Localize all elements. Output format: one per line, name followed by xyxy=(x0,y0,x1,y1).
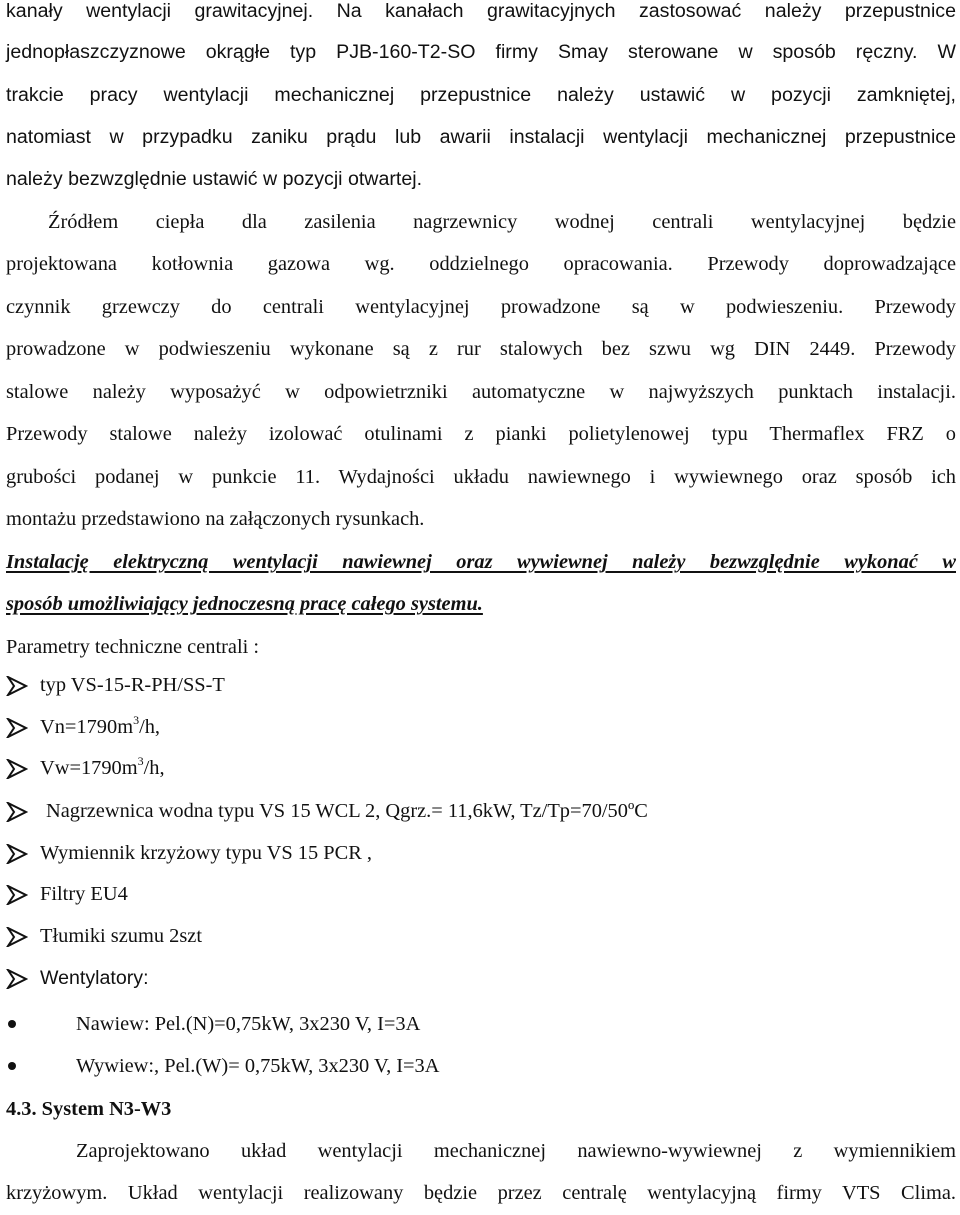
paragraph-line: montażu przedstawiono na załączonych rysunkach. xyxy=(6,508,425,530)
vn-unit: /h, xyxy=(139,716,161,738)
paragraph-line: należy bezwzględnie ustawić w pozycji otwartej. xyxy=(6,168,423,190)
paragraph-line: jednopłaszczyznowe okrągłe typ PJB-160-T2-SO firmy Smay sterowane w sposób ręczny. W xyxy=(6,41,956,63)
round-bullet-icon xyxy=(8,1062,16,1070)
list-item-text: typ VS-15-R-PH/SS-T xyxy=(40,674,225,696)
superscript: 3 xyxy=(137,754,144,768)
arrowhead-bullet-icon xyxy=(6,927,28,947)
vn-value: Vn=1790m xyxy=(40,716,134,738)
electrical-note-line: Instalację elektryczną wentylacji nawiewnej oraz wywiewnej należy bezwzględnie wykonać w xyxy=(6,551,956,573)
vw-unit: /h, xyxy=(143,757,165,779)
electrical-note-line: sposób umożliwiający jednoczesną pracę całego systemu. xyxy=(6,593,483,615)
vw-value: Vw=1790m xyxy=(40,757,138,779)
paragraph-line: czynnik grzewczy do centrali wentylacyjnej prowadzone są w podwieszeniu. Przewody xyxy=(6,296,956,318)
paragraph-line: kanały wentylacji grawitacyjnej. Na kanałach grawitacyjnych zastosować należy przepustnice xyxy=(6,0,956,22)
paragraph-line: grubości podanej w punkcie 11. Wydajności układu nawiewnego i wywiewnego oraz sposób ich xyxy=(6,466,956,488)
section-paragraph-line: Zaprojektowano układ wentylacji mechanicznej nawiewno-wywiewnej z wymiennikiem xyxy=(76,1140,956,1162)
arrowhead-bullet-icon xyxy=(6,802,28,822)
paragraph-line: stalowe należy wyposażyć w odpowietrzniki automatyczne w najwyższych punktach instalacji. xyxy=(6,381,956,403)
sub-list-item-text: Wywiew:, Pel.(W)= 0,75kW, 3x230 V, I=3A xyxy=(76,1055,440,1077)
paragraph-line: trakcie pracy wentylacji mechanicznej przepustnice należy ustawić w pozycji zamkniętej, xyxy=(6,84,956,106)
list-item-text xyxy=(40,706,160,749)
arrowhead-bullet-icon xyxy=(6,718,28,738)
arrowhead-bullet-icon xyxy=(6,885,28,905)
arrowhead-bullet-icon xyxy=(6,844,28,864)
list-item-text: Tłumiki szumu 2szt xyxy=(40,925,202,947)
section-heading: 4.3. System N3-W3 xyxy=(6,1098,172,1120)
paragraph-line: Źródłem ciepła dla zasilenia nagrzewnicy wodnej centrali wentylacyjnej będzie xyxy=(48,211,956,233)
arrowhead-bullet-icon xyxy=(6,759,28,779)
sub-list-item-text: Nawiew: Pel.(N)=0,75kW, 3x230 V, I=3A xyxy=(76,1013,421,1035)
arrowhead-bullet-icon xyxy=(6,969,28,989)
paragraph-line: prowadzone w podwieszeniu wykonane są z rur stalowych bez szwu wg DIN 2449. Przewody xyxy=(6,338,956,360)
list-item-text: Nagrzewnica wodna typu VS 15 WCL 2, Qgrz.= 11,6kW, Tz/Tp=70/50ºC xyxy=(46,800,648,822)
parameters-label: Parametry techniczne centrali : xyxy=(6,636,260,658)
list-item-text xyxy=(40,747,165,790)
superscript: 3 xyxy=(133,713,140,727)
list-item-text: Filtry EU4 xyxy=(40,883,128,905)
round-bullet-icon xyxy=(8,1020,16,1028)
list-item-text: Wymiennik krzyżowy typu VS 15 PCR , xyxy=(40,842,373,864)
section-paragraph-line: krzyżowym. Układ wentylacji realizowany będzie przez centralę wentylacyjną firmy VTS Clima. xyxy=(6,1182,956,1204)
paragraph-line: natomiast w przypadku zaniku prądu lub awarii instalacji wentylacji mechanicznej przepustnice xyxy=(6,126,956,148)
arrowhead-bullet-icon xyxy=(6,676,28,696)
list-item-text: Wentylatory: xyxy=(40,967,149,989)
paragraph-line: projektowana kotłownia gazowa wg. oddzielnego opracowania. Przewody doprowadzające xyxy=(6,253,956,275)
paragraph-line: Przewody stalowe należy izolować otulinami z pianki polietylenowej typu Thermaflex FRZ o xyxy=(6,423,956,445)
